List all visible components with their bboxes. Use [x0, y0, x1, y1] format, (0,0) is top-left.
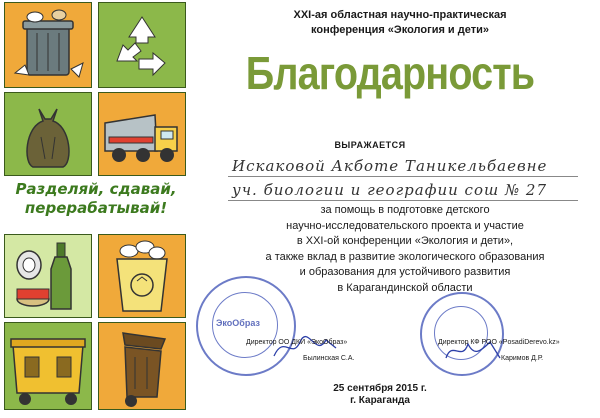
- trash-can-tile: [4, 2, 92, 88]
- right-signatory-name: Каримов Д.Р.: [501, 355, 544, 362]
- garbage-truck-tile: [98, 92, 186, 176]
- green-container-tile: [4, 322, 92, 410]
- recipient-name-rule: [228, 176, 578, 177]
- body-line-5: и образования для устойчивого развития: [299, 266, 511, 278]
- slogan-line-2: перерабатывай!: [24, 199, 168, 217]
- right-signatory-role: Директор КФ РОО «PosadiDerevo.kz»: [438, 339, 560, 346]
- certificate-footer: [300, 383, 460, 407]
- recipient-position-rule: [228, 200, 578, 201]
- slogan: [6, 180, 186, 218]
- body-line-3: в XXI-ой конференции «Экология и дети»,: [296, 235, 514, 247]
- certificate-date: 25 сентября 2015 г.: [333, 383, 427, 394]
- trash-can-icon: [5, 3, 91, 87]
- paper-basket-tile: [98, 234, 186, 318]
- garbage-bag-tile: [4, 92, 92, 176]
- green-container-icon: [5, 323, 91, 409]
- body-line-2: научно-исследовательского проекта и участие: [286, 219, 524, 232]
- conference-header: [250, 8, 550, 38]
- bottles-cans-icon: [5, 235, 91, 317]
- bottles-cans-tile: [4, 234, 92, 318]
- wheelie-bin-icon: [99, 323, 185, 409]
- conference-line-1: XXI-ая областная научно-практическая: [293, 9, 507, 21]
- certificate-title: Благодарность: [245, 47, 535, 99]
- recycle-tile: [98, 2, 186, 88]
- garbage-bag-icon: [5, 93, 91, 175]
- certificate-body: [215, 203, 595, 296]
- garbage-truck-icon: [99, 93, 185, 175]
- recipient-name: Искаковой Акботе Таникельбаевне: [232, 157, 548, 175]
- body-line-1: за помощь в подготовке детского: [320, 204, 490, 216]
- slogan-line-1: Разделяй, сдавай,: [15, 180, 177, 198]
- expresses-label: ВЫРАЖАЕТСЯ: [334, 140, 406, 150]
- body-line-4: а также вклад в развитие экологического образования: [265, 250, 545, 263]
- conference-line-2: конференция «Экология и дети»: [311, 24, 489, 36]
- body-line-6: в Карагандинской области: [337, 281, 473, 294]
- recycle-icon: [99, 3, 185, 87]
- left-signatory-role: Директор ОО ДКИ «ЭкоОбраз»: [246, 339, 348, 346]
- wheelie-bin-tile: [98, 322, 186, 410]
- paper-basket-icon: [99, 235, 185, 317]
- recipient-position: уч. биологии и географии сош № 27: [232, 181, 547, 199]
- ecoobraz-stamp-label: ЭкоОбраз: [216, 318, 260, 328]
- left-signatory-name: Былинская С.А.: [303, 355, 355, 362]
- certificate-city: г. Караганда: [350, 395, 410, 406]
